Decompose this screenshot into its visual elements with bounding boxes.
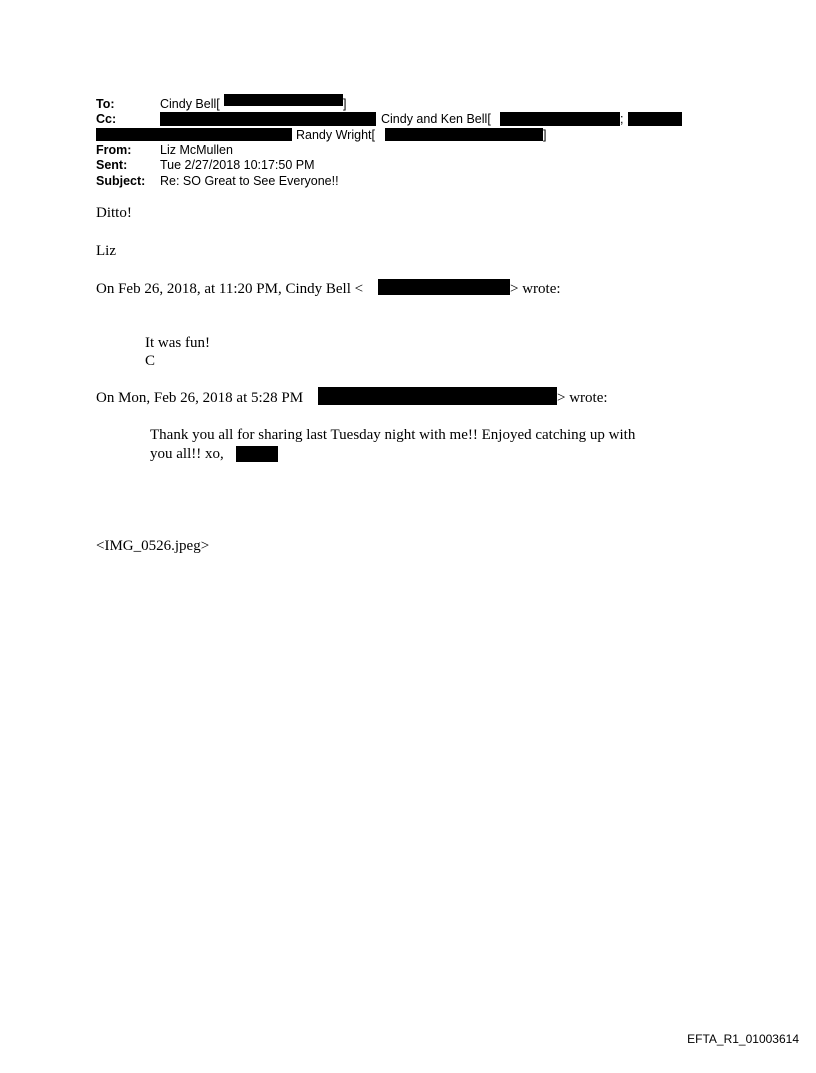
cc-label: Cc:: [96, 112, 117, 126]
cc-separator: ;: [620, 112, 624, 126]
document-id: EFTA_R1_01003614: [687, 1032, 799, 1046]
quote2-line-2: you all!! xo,: [150, 446, 224, 462]
attachment-reference: <IMG_0526.jpeg>: [96, 538, 210, 554]
quote1-line-1: It was fun!: [145, 335, 210, 351]
sent-value: Tue 2/27/2018 10:17:50 PM: [160, 158, 315, 172]
redaction-quote1-email: [378, 279, 510, 295]
message-line: Ditto!: [96, 205, 132, 221]
from-value: Liz McMullen: [160, 143, 233, 157]
from-label: From:: [96, 143, 132, 157]
redaction-cc-3: [628, 112, 682, 126]
cc-name-1: Cindy and Ken Bell[: [381, 112, 491, 126]
quote2-line-1: Thank you all for sharing last Tuesday night with me!! Enjoyed catching up with: [150, 427, 636, 443]
redaction-cc-1: [160, 112, 376, 126]
sent-label: Sent:: [96, 158, 128, 172]
subject-value: Re: SO Great to See Everyone!!: [160, 174, 339, 188]
cc-name-2: Randy Wright[: [296, 128, 375, 142]
quote2-header-prefix: On Mon, Feb 26, 2018 at 5:28 PM: [96, 390, 304, 406]
redaction-quote2-sender: [318, 387, 557, 405]
subject-label: Subject:: [96, 174, 146, 188]
redaction-cc-5: [385, 128, 543, 141]
quote1-header-suffix: > wrote:: [510, 281, 561, 297]
redaction-to-email: [224, 94, 343, 106]
cc-end: ]: [543, 128, 547, 142]
to-label: To:: [96, 97, 115, 111]
redaction-cc-4: [96, 128, 292, 141]
to-name: Cindy Bell[: [160, 97, 220, 111]
quote1-header-prefix: On Feb 26, 2018, at 11:20 PM, Cindy Bell <: [96, 281, 364, 297]
quote1-line-2: C: [145, 353, 156, 369]
message-signature: Liz: [96, 243, 116, 259]
to-end: ]: [343, 97, 347, 111]
quote2-header-suffix: > wrote:: [557, 390, 608, 406]
redaction-quote2-signoff: [236, 446, 278, 462]
redaction-cc-2: [500, 112, 620, 126]
